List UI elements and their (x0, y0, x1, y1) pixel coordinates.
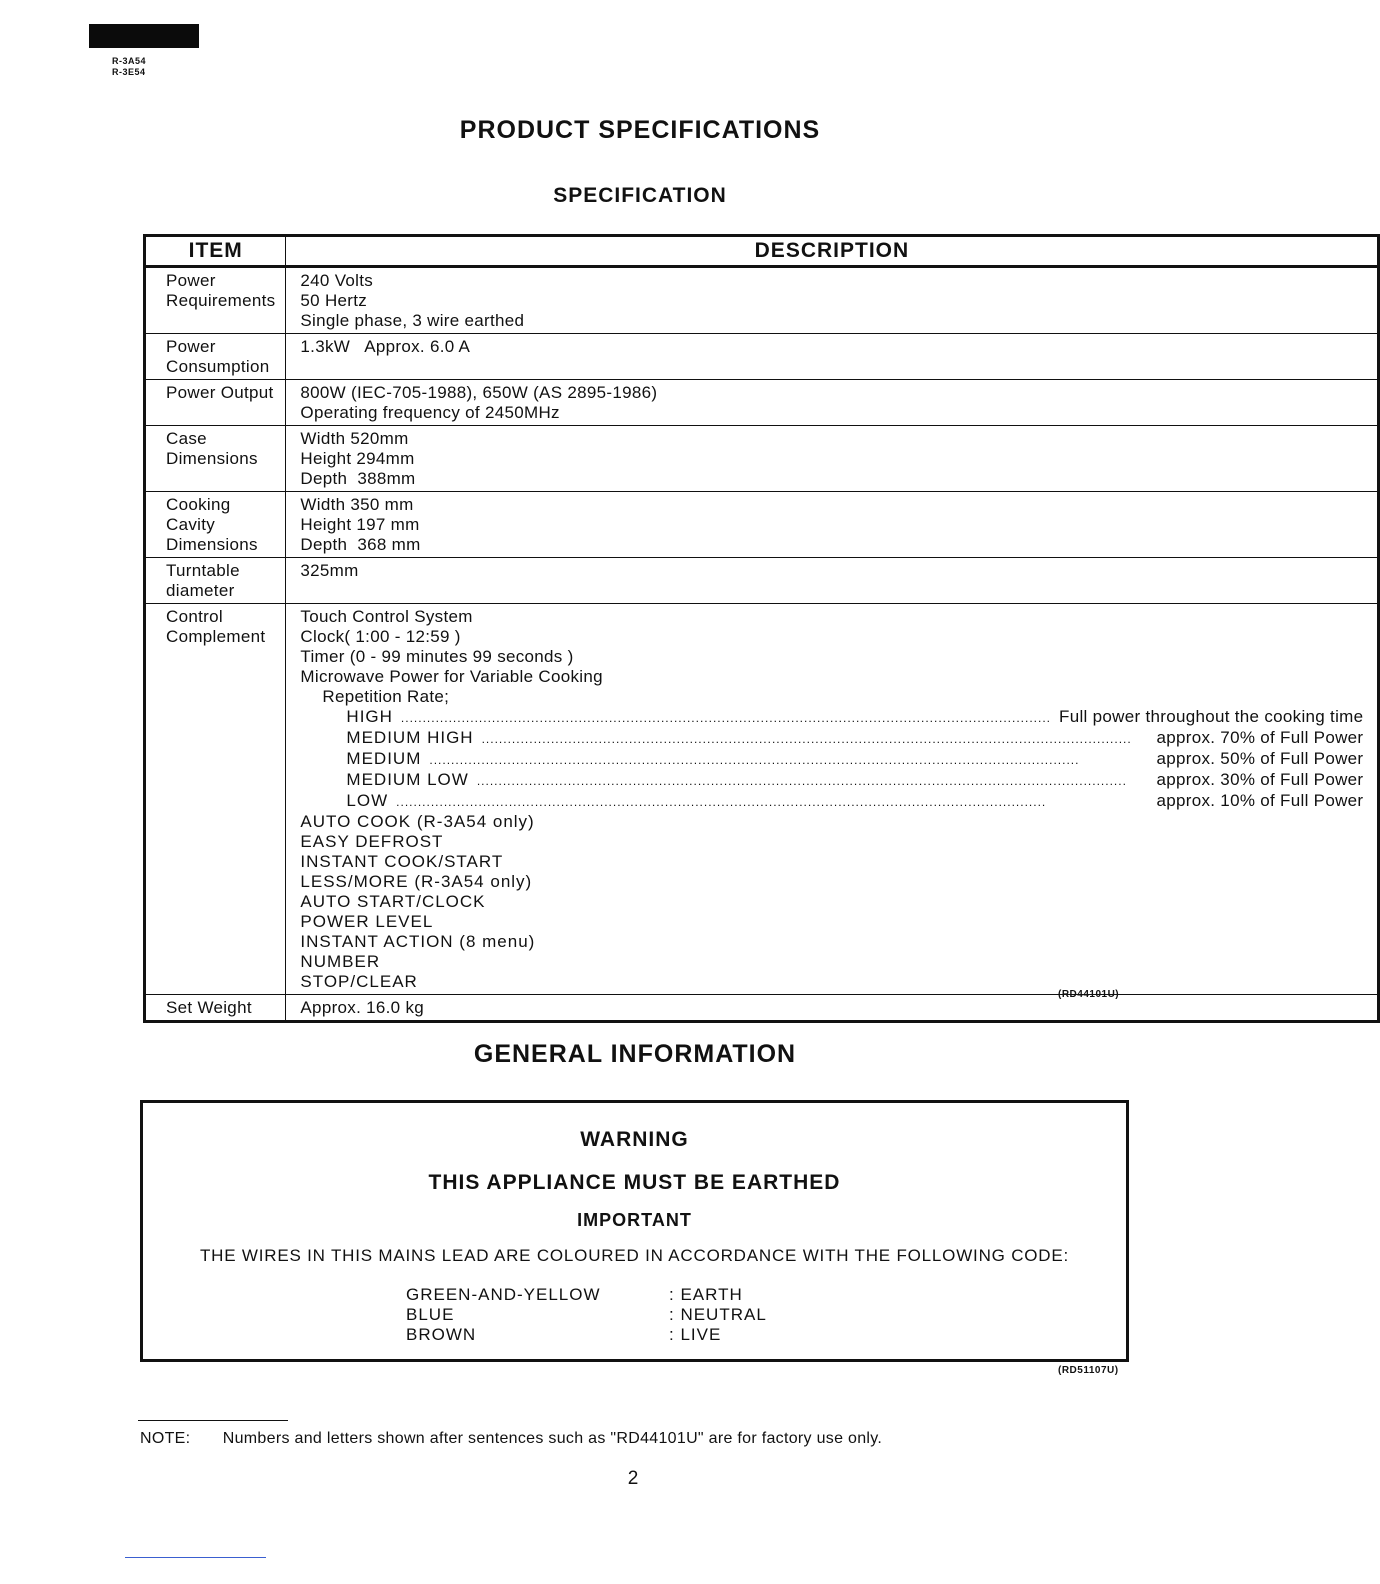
repetition-rate-label: Repetition Rate; (322, 687, 450, 706)
dot-leader (396, 792, 1148, 812)
wire-function: : EARTH (669, 1285, 743, 1304)
page-title: PRODUCT SPECIFICATIONS (459, 116, 821, 144)
power-level-name: MEDIUM HIGH (346, 728, 474, 747)
model-code: R-3A54 (112, 56, 147, 66)
power-level-name: MEDIUM LOW (346, 770, 469, 789)
description-line: Clock( 1:00 - 12:59 ) (300, 627, 461, 646)
model-codes (112, 56, 146, 78)
item-cell: Control Complement (145, 604, 286, 995)
table-row (145, 995, 1379, 1022)
description-cell (286, 558, 1379, 604)
table-row (145, 380, 1379, 426)
wire-color: GREEN-AND-YELLOW (406, 1285, 601, 1304)
description-line: Operating frequency of 2450MHz (300, 403, 560, 422)
table-row (145, 492, 1379, 558)
description-line: Width 520mm (300, 429, 409, 448)
description-cell (286, 334, 1379, 380)
power-level-value: approx. 30% of Full Power (1156, 770, 1364, 789)
control-function: AUTO COOK (R-3A54 only) (300, 812, 535, 831)
description-cell (286, 995, 1379, 1022)
wire-code-intro: THE WIRES IN THIS MAINS LEAD ARE COLOURED IN ACCORDANCE WITH THE FOLLOWING CODE: (199, 1246, 1070, 1265)
description-line: Depth 388mm (300, 469, 416, 488)
column-header-description: DESCRIPTION (286, 236, 1379, 267)
column-header-item: ITEM (145, 236, 286, 267)
power-level-name: HIGH (346, 707, 393, 726)
description-line: Touch Control System (300, 607, 473, 626)
table-row (145, 558, 1379, 604)
description-cell (286, 267, 1379, 334)
item-cell: Turntable diameter (145, 558, 286, 604)
item-cell: Power Requirements (145, 267, 286, 334)
power-level-value: Full power throughout the cooking time (1059, 707, 1364, 726)
power-level-name: LOW (346, 791, 389, 810)
header-black-tab (89, 24, 199, 48)
description-line: 240 Volts (300, 271, 374, 290)
factory-code: (RD51107U) (1058, 1365, 1119, 1376)
table-header-row (145, 236, 1379, 267)
power-level-name: MEDIUM (346, 749, 422, 768)
dot-leader (482, 729, 1149, 749)
important-heading: IMPORTANT (577, 1210, 692, 1230)
description-line: 800W (IEC-705-1988), 650W (AS 2895-1986) (300, 383, 658, 402)
wire-color: BLUE (406, 1305, 455, 1324)
earthed-notice: THIS APPLIANCE MUST BE EARTHED (428, 1171, 841, 1194)
dot-leader (477, 771, 1149, 791)
description-line: 325mm (300, 561, 359, 580)
control-function: POWER LEVEL (300, 912, 434, 931)
bottom-divider (125, 1557, 266, 1558)
description-line: 1.3kW Approx. 6.0 A (300, 337, 471, 356)
note-text: Numbers and letters shown after sentences such as "RD44101U" are for factory use only. (222, 1430, 883, 1447)
control-function: INSTANT ACTION (8 menu) (300, 932, 536, 951)
footnote (140, 1430, 882, 1448)
power-level-row (300, 707, 1367, 728)
control-function: STOP/CLEAR (300, 972, 418, 991)
spec-heading: SPECIFICATION (553, 184, 727, 207)
item-cell: Power Consumption (145, 334, 286, 380)
model-code: R-3E54 (112, 67, 146, 77)
control-function: AUTO START/CLOCK (300, 892, 486, 911)
note-divider (138, 1420, 288, 1421)
note-label: NOTE: (140, 1430, 191, 1447)
wire-row (406, 1285, 767, 1305)
control-function: NUMBER (300, 952, 381, 971)
power-level-row (300, 728, 1367, 749)
table-row (145, 426, 1379, 492)
description-line: Depth 368 mm (300, 535, 421, 554)
wire-function: : NEUTRAL (669, 1305, 767, 1324)
wire-color: BROWN (406, 1325, 477, 1344)
description-line: 50 Hertz (300, 291, 368, 310)
control-function: EASY DEFROST (300, 832, 444, 851)
wire-row (406, 1305, 767, 1325)
item-cell: Cooking Cavity Dimensions (145, 492, 286, 558)
item-cell: Case Dimensions (145, 426, 286, 492)
section-title-general-information: GENERAL INFORMATION (473, 1040, 797, 1068)
power-level-row (300, 770, 1367, 791)
dot-leader (401, 708, 1051, 728)
description-line: Approx. 16.0 kg (300, 998, 424, 1017)
factory-code: (RD44101U) (1058, 989, 1120, 1000)
item-cell: Power Output (145, 380, 286, 426)
dot-leader (429, 750, 1148, 770)
wire-function: : LIVE (669, 1325, 722, 1344)
spec-table (143, 234, 1380, 1023)
power-level-value: approx. 10% of Full Power (1156, 791, 1364, 810)
page-number: 2 (627, 1468, 639, 1489)
description-line: Height 197 mm (300, 515, 420, 534)
item-cell: Set Weight (145, 995, 286, 1022)
description-cell (286, 604, 1379, 995)
description-line: Width 350 mm (300, 495, 414, 514)
description-line: Single phase, 3 wire earthed (300, 311, 525, 330)
warning-box (140, 1100, 1129, 1362)
table-row (145, 267, 1379, 334)
wire-code-list (406, 1285, 767, 1345)
control-function: INSTANT COOK/START (300, 852, 504, 871)
wire-row (406, 1325, 767, 1345)
power-level-value: approx. 50% of Full Power (1156, 749, 1364, 768)
power-level-value: approx. 70% of Full Power (1156, 728, 1364, 747)
description-line: Timer (0 - 99 minutes 99 seconds ) (300, 647, 574, 666)
description-cell (286, 492, 1379, 558)
table-row (145, 604, 1379, 995)
description-cell (286, 380, 1379, 426)
table-row (145, 334, 1379, 380)
description-cell (286, 426, 1379, 492)
description-line: Height 294mm (300, 449, 415, 468)
warning-heading: WARNING (580, 1128, 689, 1151)
control-function: LESS/MORE (R-3A54 only) (300, 872, 533, 891)
power-level-row (300, 749, 1367, 770)
description-line: Microwave Power for Variable Cooking (300, 667, 603, 686)
power-level-row (300, 791, 1367, 812)
